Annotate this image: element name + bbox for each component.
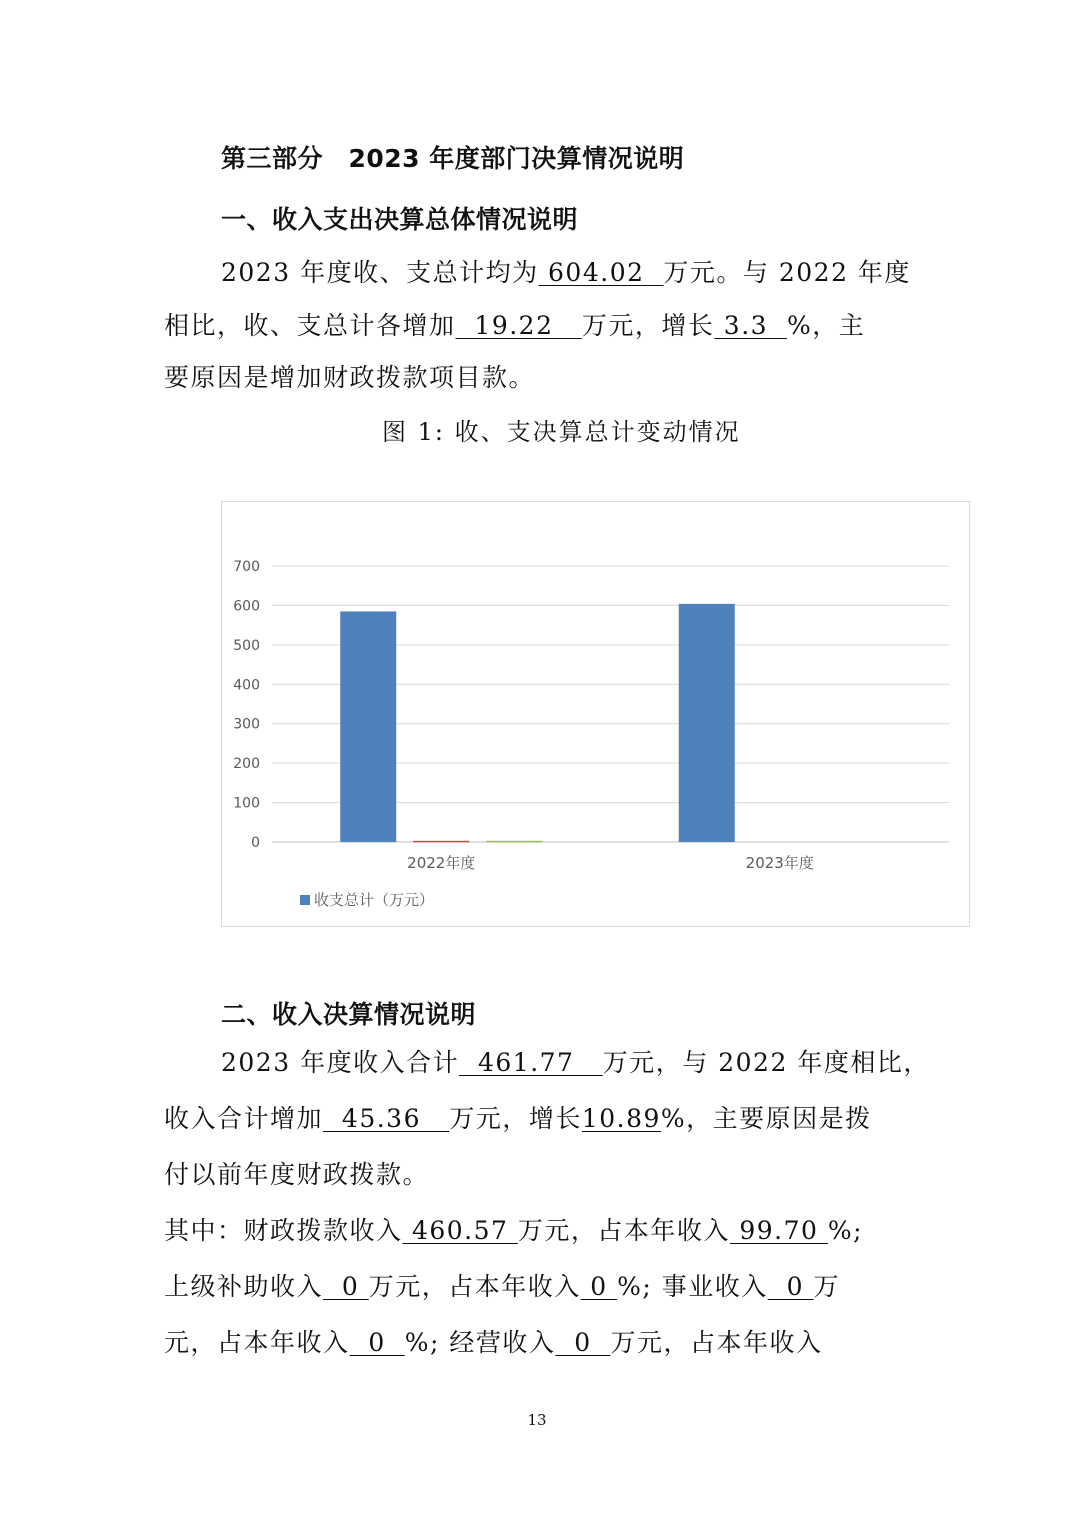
- y-tick-label: 500: [233, 637, 260, 654]
- text-segment: 万元，增长: [581, 311, 715, 340]
- bar: [340, 611, 396, 842]
- legend-swatch-icon: [300, 895, 310, 905]
- income-growth-percent-value: 10.89: [581, 1104, 661, 1133]
- bar-chart: [221, 501, 970, 927]
- text-segment: 万元，占本年收入: [517, 1216, 730, 1245]
- y-tick-label: 100: [233, 795, 260, 812]
- y-tick-label: 700: [233, 559, 260, 575]
- text-segment: 2023 年度收、支总计均为: [221, 258, 539, 287]
- page-number: 13: [527, 1411, 547, 1429]
- section2-paragraph-line6: [164, 1327, 823, 1359]
- text-segment: 元，占本年收入: [164, 1328, 350, 1357]
- text-segment: %，主要原因是拨: [660, 1104, 872, 1133]
- income-increase-value: 45.36: [323, 1104, 450, 1133]
- text-segment: 万: [813, 1272, 840, 1301]
- chart-legend: [300, 889, 434, 910]
- business-income-value: 0: [767, 1272, 814, 1301]
- y-tick-label: 200: [233, 756, 260, 773]
- section1-heading: 一、收入支出决算总体情况说明: [221, 205, 579, 234]
- section2-paragraph-line3: 付以前年度财政拨款。: [164, 1160, 430, 1189]
- fiscal-appropriation-value: 460.57: [402, 1216, 518, 1245]
- text-segment: 万元，增长: [449, 1104, 582, 1133]
- section2-paragraph-line4: [164, 1215, 863, 1247]
- text-segment: 上级补助收入: [164, 1272, 324, 1301]
- y-tick-label: 400: [233, 677, 260, 694]
- text-segment: 2023 年度收入合计: [221, 1048, 460, 1077]
- text-segment: %;: [827, 1216, 864, 1245]
- text-segment: %; 事业收入: [617, 1272, 768, 1301]
- superior-subsidy-share-value: 0: [580, 1272, 618, 1301]
- bar: [679, 604, 735, 842]
- bar: [486, 841, 542, 843]
- section2-paragraph-line2: [164, 1103, 872, 1135]
- section-title: 第三部分 2023 年度部门决算情况说明: [221, 144, 685, 173]
- text-segment: 万元，占本年收入: [368, 1272, 581, 1301]
- section2-paragraph-line1: [221, 1047, 930, 1079]
- y-tick-label: 0: [251, 835, 260, 851]
- business-income-share-value: 0: [349, 1328, 405, 1357]
- increase-amount-value: 19.22: [455, 311, 582, 340]
- section2-heading: 二、收入决算情况说明: [221, 1000, 477, 1029]
- income-total-value: 461.77: [459, 1048, 603, 1077]
- y-tick-label: 600: [233, 598, 260, 615]
- x-tick-label: 2022年度: [407, 854, 476, 872]
- text-segment: %，主: [786, 311, 866, 340]
- bar: [413, 841, 469, 843]
- bar-chart-canvas: [222, 502, 969, 926]
- superior-subsidy-value: 0: [323, 1272, 369, 1301]
- section2-paragraph-line5: [164, 1271, 840, 1303]
- legend-label: 收支总计（万元）: [314, 891, 435, 909]
- section1-paragraph-line1: [221, 257, 911, 289]
- text-segment: 万元，与 2022 年度相比，: [602, 1048, 930, 1077]
- total-amount-value: 604.02: [538, 258, 664, 287]
- text-segment: 相比，收、支总计各增加: [164, 311, 456, 340]
- section1-paragraph-line2: [164, 310, 865, 342]
- text-segment: 其中：财政拨款收入: [164, 1216, 403, 1245]
- growth-percent-value: 3.3: [714, 311, 787, 340]
- text-segment: %; 经营收入: [404, 1328, 556, 1357]
- text-segment: 万元，占本年收入: [610, 1328, 823, 1357]
- x-tick-label: 2023年度: [745, 854, 814, 872]
- operating-income-value: 0: [555, 1328, 611, 1357]
- y-tick-label: 300: [233, 716, 260, 733]
- section1-paragraph-line3: 要原因是增加财政拨款项目款。: [164, 363, 536, 392]
- figure-caption: 图 1: 收、支决算总计变动情况: [382, 418, 741, 446]
- text-segment: 万元。与 2022 年度: [663, 258, 911, 287]
- text-segment: 收入合计增加: [164, 1104, 324, 1133]
- fiscal-appropriation-share-value: 99.70: [729, 1216, 828, 1245]
